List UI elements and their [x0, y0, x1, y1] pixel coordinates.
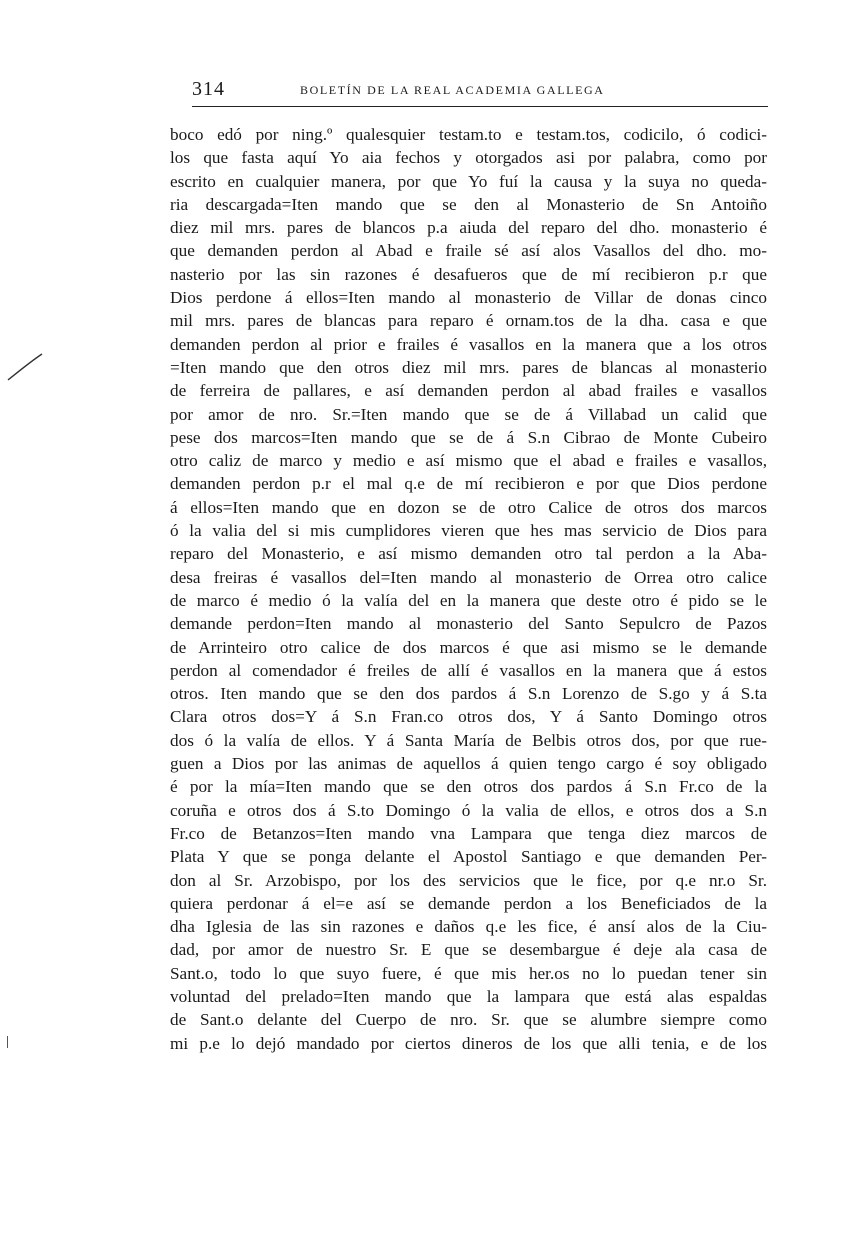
header-rule — [192, 106, 768, 107]
text-line: dos ó la valía de ellos. Y á Santa María de Belbis otros dos, por que rue- — [170, 730, 767, 750]
text-line: =Iten mando que den otros diez mil mrs. pares de blancas al monasterio — [170, 357, 767, 377]
text-line: voluntad del prelado=Iten mando que la lampara que está alas espaldas — [170, 986, 767, 1006]
text-line: de marco é medio ó la valía del en la manera que deste otro é pido se le — [170, 590, 767, 610]
text-line: demande perdon=Iten mando al monasterio del Santo Sepulcro de Pazos — [170, 614, 767, 634]
text-line: don al Sr. Arzobispo, por los des servicios que le fice, por q.e nr.o Sr. — [170, 870, 767, 890]
text-line: pese dos marcos=Iten mando que se de á S.n Cibrao de Monte Cubeiro — [170, 427, 767, 447]
text-line: de Sant.o delante del Cuerpo de nro. Sr. que se alumbre siempre como — [170, 1010, 767, 1030]
text-line: demanden perdon al prior e frailes é vasallos en la manera que a los otros — [170, 334, 767, 354]
text-line: quiera perdonar á el=e así se demande perdon a los Beneficiados de la — [170, 893, 767, 913]
text-line: de Arrinteiro otro calice de dos marcos é que asi mismo se le demande — [170, 637, 767, 657]
text-line: mil mrs. pares de blancas para reparo é ornam.tos de la dha. casa e que — [170, 311, 767, 331]
text-line: demanden perdon p.r el mal q.e de mí recibieron e por que Dios perdone — [170, 474, 767, 494]
text-line: reparo del Monasterio, e así mismo demanden otro tal perdon a la Aba- — [170, 544, 767, 564]
text-line: los que fasta aquí Yo aia fechos y otorgados asi por palabra, como por — [170, 148, 767, 168]
text-line: Fr.co de Betanzos=Iten mando vna Lampara que tenga diez marcos de — [170, 823, 767, 843]
text-line: Sant.o, todo lo que suyo fuere, é que mis her.os no lo puedan tener sin — [170, 963, 767, 983]
text-line: perdon al comendador é freiles de allí é vasallos en la manera que á estos — [170, 660, 767, 680]
text-line: Dios perdone á ellos=Iten mando al monasterio de Villar de donas cinco — [170, 288, 767, 308]
text-line: escrito en cualquier manera, por que Yo fuí la causa y la suya no queda- — [170, 171, 767, 191]
page-header — [192, 78, 768, 104]
text-line: á ellos=Iten mando que en dozon se de otro Calice de otros dos marcos — [170, 497, 767, 517]
margin-pen-stroke — [6, 352, 44, 382]
text-line: de ferreira de pallares, e así demanden perdon al abad frailes e vasallos — [170, 381, 767, 401]
text-line: por amor de nro. Sr.=Iten mando que se de á Villabad un calid que — [170, 404, 767, 424]
text-line: dha Iglesia de las sin razones e daños q.e les fice, é ansí alos de la Ciu- — [170, 917, 767, 937]
text-line: ó la valia del si mis cumplidores vieren que hes mas servicio de Dios para — [170, 521, 767, 541]
text-line: mi p.e lo dejó mandado por ciertos dineros de los que alli tenia, e de los — [170, 1033, 767, 1053]
running-head: BOLETÍN DE LA REAL ACADEMIA GALLEGA — [300, 83, 605, 97]
text-line: desa freiras é vasallos del=Iten mando al monasterio de Orrea otro calice — [170, 567, 767, 587]
text-line: diez mil mrs. pares de blancos p.a aiuda del reparo del dho. monasterio é — [170, 218, 767, 238]
text-line: otros. Iten mando que se den dos pardos á S.n Lorenzo de S.go y á S.ta — [170, 684, 767, 704]
page-number: 314 — [192, 78, 225, 100]
text-line: dad, por amor de nuestro Sr. E que se desembargue é deje ala casa de — [170, 940, 767, 960]
text-line: otro caliz de marco y medio e así mismo que el abad e frailes e vasallos, — [170, 451, 767, 471]
text-line: ria descargada=Iten mando que se den al Monasterio de Sn Antoiño — [170, 194, 767, 214]
text-line: é por la mía=Iten mando que se den otros dos pardos á S.n Fr.co de la — [170, 777, 767, 797]
text-line: que demanden perdon al Abad e fraile sé así alos Vasallos del dho. mo- — [170, 241, 767, 261]
text-line: coruña e otros dos á S.to Domingo ó la valia de ellos, e otros dos a S.n — [170, 800, 767, 820]
text-line: nasterio por las sin razones é desafueros que de mí recibieron p.r que — [170, 264, 767, 284]
text-line: Clara otros dos=Y á S.n Fran.co otros dos, Y á Santo Domingo otros — [170, 707, 767, 727]
text-line: boco edó por ning.º qualesquier testam.to e testam.tos, codicilo, ó codici- — [170, 125, 767, 144]
margin-mark — [6, 1035, 9, 1049]
text-line: guen a Dios por las animas de aquellos á quien tengo cargo é soy obligado — [170, 754, 767, 774]
body-text — [170, 123, 767, 1055]
text-line: Plata Y que se ponga delante el Apostol Santiago e que demanden Per- — [170, 847, 767, 867]
